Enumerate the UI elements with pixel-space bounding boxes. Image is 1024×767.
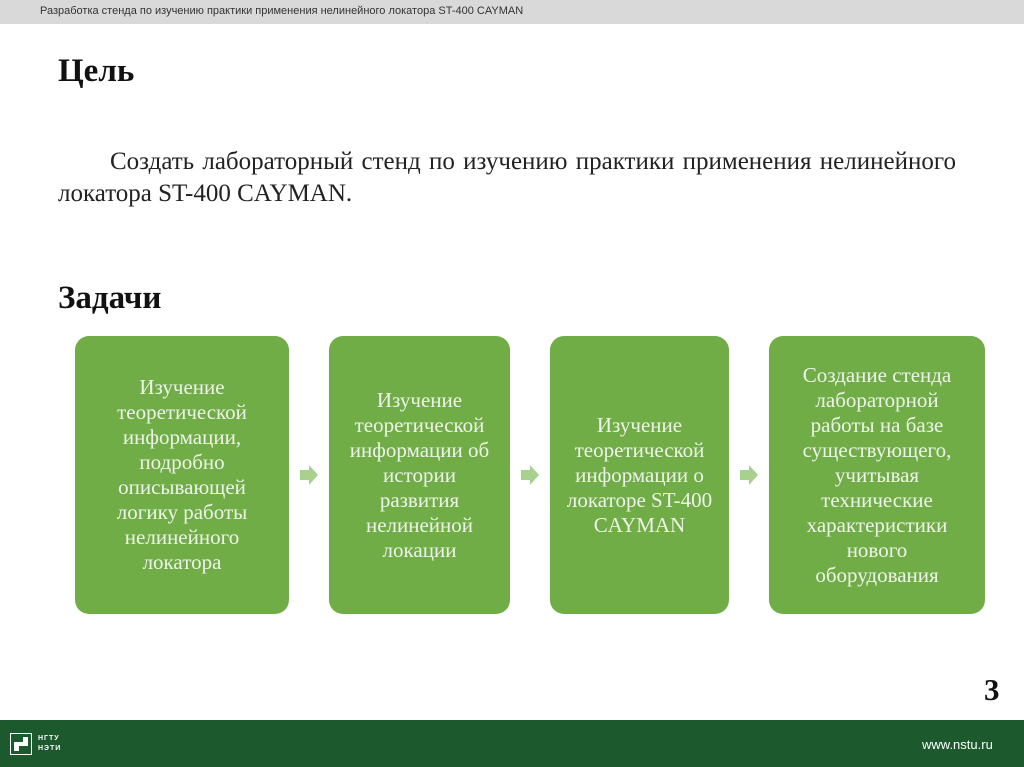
task-text-1: Изучение теоретической информации, подробно описывающей логику работы нелинейного локатора (116, 375, 248, 574)
task-box-1 (75, 336, 289, 614)
header-bar (0, 0, 1024, 24)
goal-heading: Цель (58, 53, 135, 89)
logo-text-line1: НГТУ (38, 735, 60, 742)
tasks-heading: Задачи (58, 280, 162, 316)
task-box-4 (769, 336, 985, 614)
presentation-title: Разработка стенда по изучению практики применения нелинейного локатора ST-400 CAYMAN (40, 5, 524, 17)
university-logo-icon (10, 733, 32, 755)
goal-text: Создать лабораторный стенд по изучению практики применения нелинейного локатора ST-400 CAYMAN. (58, 148, 956, 207)
chevron-right-arrow-icon (739, 464, 759, 486)
footer-bar (0, 720, 1024, 767)
task-text-4: Создание стенда лабораторной работы на базе существующего, учитывая технические характеристики нового оборудования (802, 362, 952, 587)
website-link[interactable]: www.nstu.ru (922, 737, 993, 752)
task-text-2: Изучение теоретической информации об истории развития нелинейной локации (349, 387, 490, 562)
task-box-3 (550, 336, 729, 614)
chevron-right-arrow-icon (520, 464, 540, 486)
task-text-3: Изучение теоретической информации о локаторе ST-400 CAYMAN (566, 412, 713, 537)
logo-text-line2: НЭТИ (38, 745, 62, 752)
page-number: 3 (984, 672, 1000, 707)
chevron-right-arrow-icon (299, 464, 319, 486)
task-box-2 (329, 336, 510, 614)
